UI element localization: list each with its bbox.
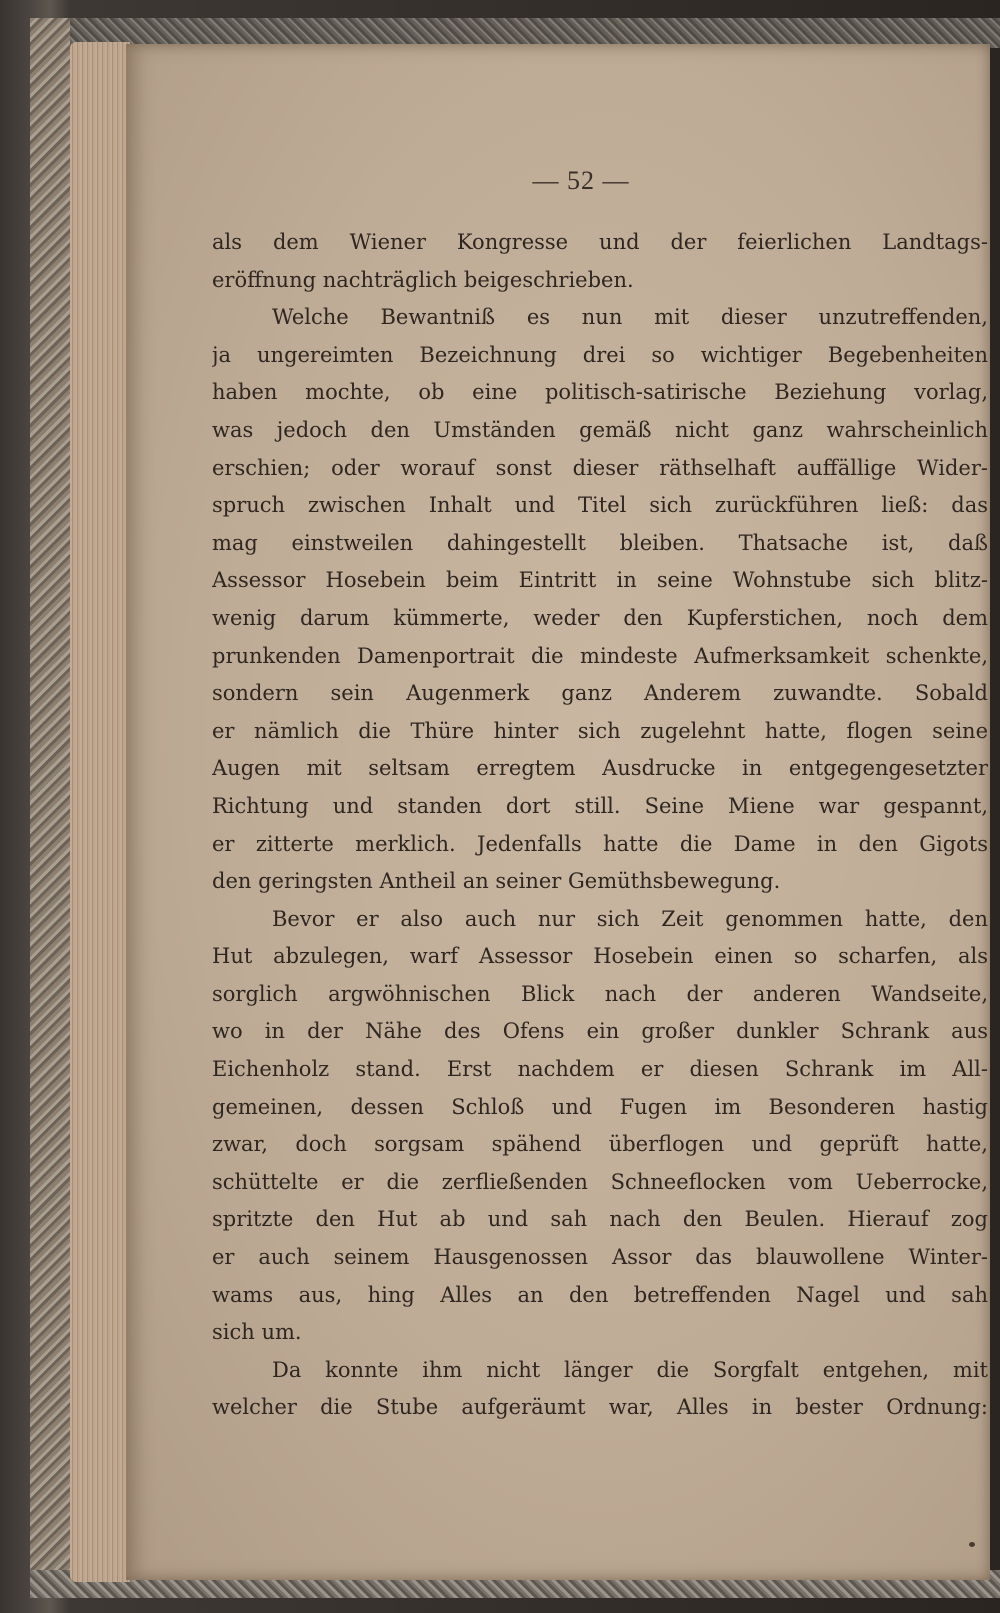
text-line: Welche Bewantniß es nun mit dieser unzutreffenden, [272,305,988,330]
text-line: schüttelte er die zerfließenden Schneeflocken vom Ueberrocke, [212,1169,988,1194]
text-line: erschien; oder worauf sonst dieser räthselhaft auffällige Wider- [212,455,988,480]
page-stack-edges [70,42,130,1582]
text-line: gemeinen, dessen Schloß und Fugen im Besonderen hastig [212,1094,988,1119]
text-line: was jedoch den Umständen gemäß nicht ganz wahrscheinlich [212,417,988,442]
text-line: eröffnung nachträglich beigeschrieben. [212,267,634,292]
text-line: er auch seinem Hausgenossen Assor das blauwollene Winter- [212,1245,988,1270]
text-line: Da konnte ihm nicht länger die Sorgfalt entgehen, mit [272,1357,988,1382]
text-line: spruch zwischen Inhalt und Titel sich zurückführen ließ: das [212,493,988,518]
text-line: wams aus, hing Alles an den betreffenden Nagel und sah [212,1282,988,1307]
text-line: sich um. [212,1320,302,1345]
text-line: als dem Wiener Kongresse und der feierlichen Landtags- [212,230,988,254]
book-cover-left-edge [30,18,70,1598]
text-line: mag einstweilen dahingestellt bleiben. Thatsache ist, daß [212,530,988,555]
text-line: sorglich argwöhnischen Blick nach der anderen Wandseite, [212,981,988,1006]
text-line: wenig darum kümmerte, weder den Kupferstichen, noch dem [212,605,988,630]
book-page [126,44,990,1580]
text-line: Hut abzulegen, warf Assessor Hosebein einen so scharfen, als [212,944,988,969]
text-line: er zitterte merklich. Jedenfalls hatte die Dame in den Gigots [212,831,988,856]
text-line: wo in der Nähe des Ofens ein großer dunkler Schrank aus [212,1019,988,1044]
text-line: den geringsten Antheil an seiner Gemüthsbewegung. [212,869,781,894]
text-line: Richtung und standen dort still. Seine Miene war gespannt, [212,793,988,818]
text-line: er nämlich die Thüre hinter sich zugelehnt hatte, flogen seine [212,718,988,743]
text-line: haben mochte, ob eine politisch-satirische Beziehung vorlag, [212,380,988,405]
text-line: sondern sein Augenmerk ganz Anderem zuwandte. Sobald [212,681,988,706]
text-line: spritzte den Hut ab und sah nach den Beulen. Hierauf zog [212,1207,988,1232]
text-line: Assessor Hosebein beim Eintritt in seine Wohnstube sich blitz- [212,568,988,593]
text-line: Bevor er also auch nur sich Zeit genommen hatte, den [272,906,988,931]
text-line: welcher die Stube aufgeräumt war, Alles in bester Ordnung: [212,1395,988,1420]
text-line: ja ungereimten Bezeichnung drei so wichtiger Begebenheiten [212,342,988,367]
text-line: Eichenholz stand. Erst nachdem er diesen Schrank im All- [212,1057,988,1082]
body-text [212,224,988,1427]
ink-speck [969,1542,975,1547]
text-line: prunkenden Damenportrait die mindeste Aufmerksamkeit schenkte, [212,643,988,668]
page-number: — 52 — [532,166,630,195]
text-line: zwar, doch sorgsam spähend überflogen und geprüft hatte, [212,1132,988,1157]
text-line: Augen mit seltsam erregtem Ausdrucke in entgegengesetzter [212,756,988,781]
